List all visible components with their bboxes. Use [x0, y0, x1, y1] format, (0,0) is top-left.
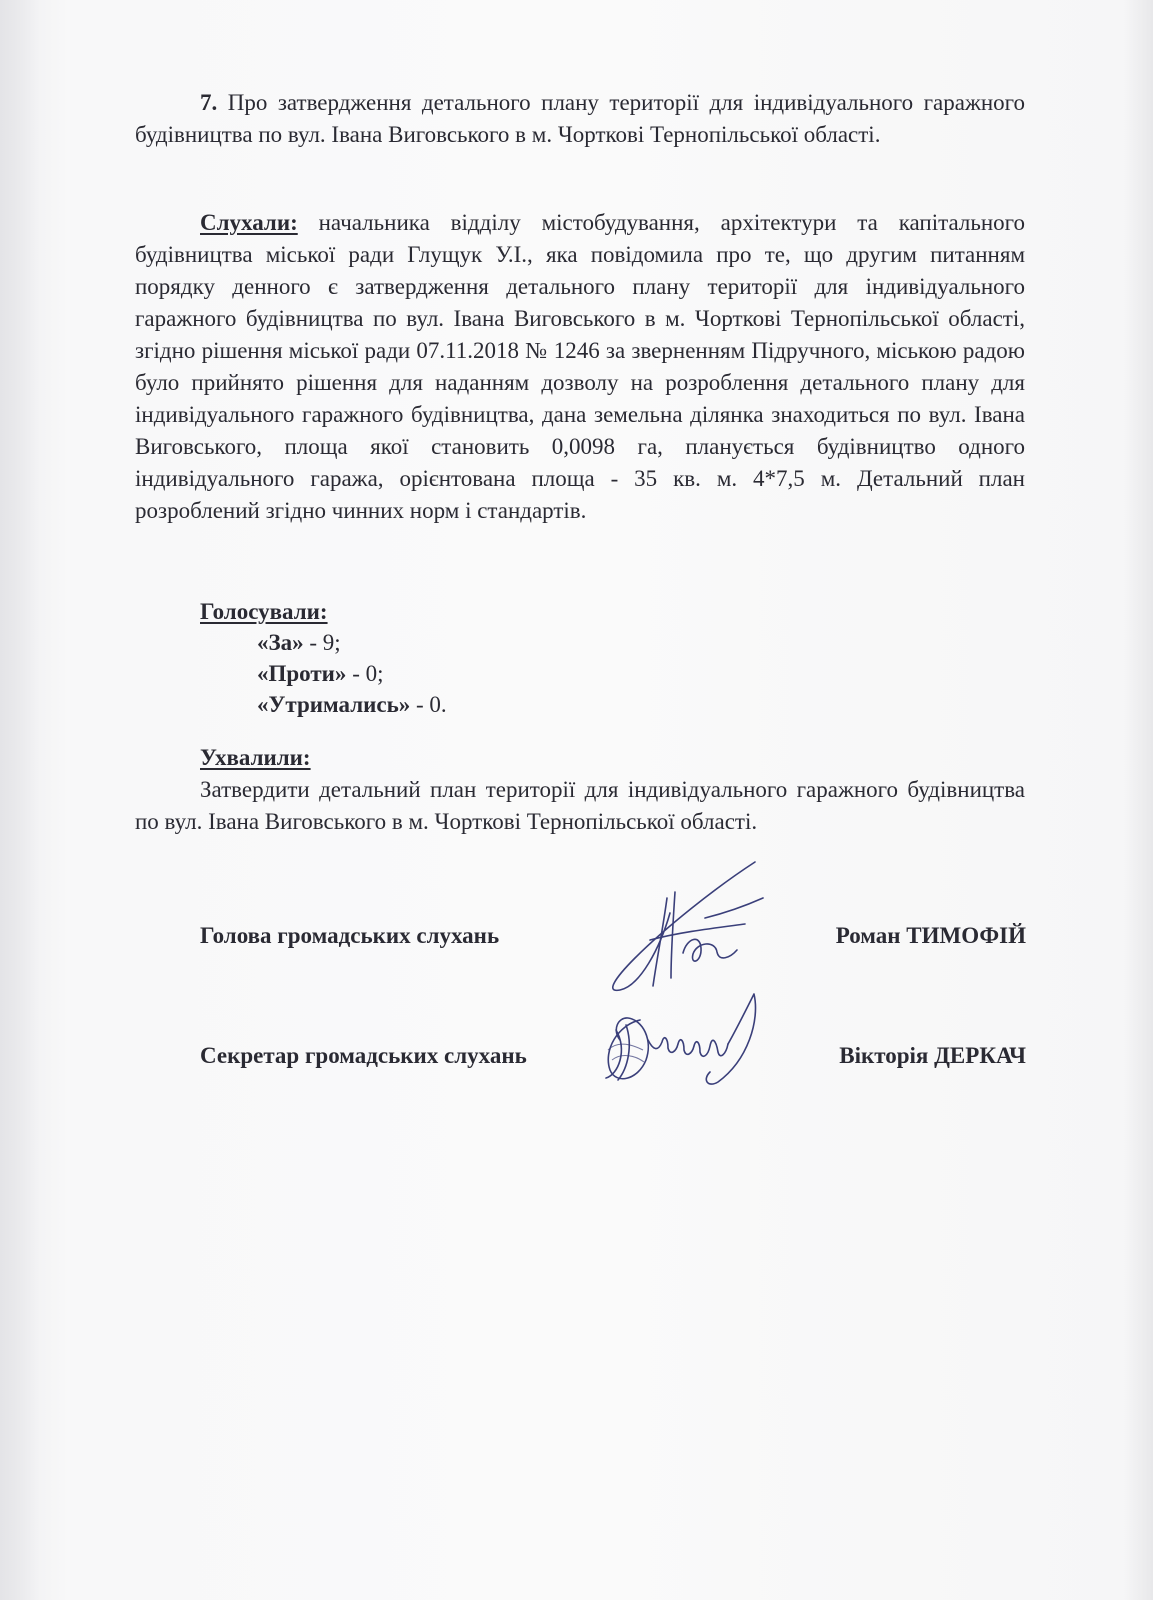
resolved-text: Затвердити детальний план території для індивідуального гаражного будівництва по вул. Івана Виговського в м. Чорткові Тернопільської області.: [135, 777, 1025, 834]
page-shadow-right: [1123, 0, 1153, 1600]
secretary-signature: [598, 990, 768, 1090]
vote-against-value: - 0;: [346, 661, 384, 686]
heard-paragraph: [135, 207, 1025, 527]
secretary-name: Вікторія ДЕРКАЧ: [839, 1043, 1026, 1068]
resolved-section: [135, 742, 1025, 838]
resolved-label-line: [135, 742, 1025, 774]
secretary-role: Секретар громадських слухань: [200, 1043, 527, 1068]
chair-name: Роман ТИМОФІЙ: [835, 923, 1026, 948]
vote-abstain: [200, 689, 447, 720]
chair-role: Голова громадських слухань: [200, 923, 500, 948]
vote-against-name: «Проти»: [257, 661, 347, 686]
voted-label: Голосували:: [200, 599, 328, 624]
heard-label: Слухали:: [200, 210, 298, 235]
agenda-item: [135, 87, 1025, 151]
heard-text: начальника відділу містобудування, архітектури та капітального будівництва міської ради Глущук У.І., яка повідомила про те, що другим питанням порядку денного є затвердження детального плану території для індивідуального гаражного будівництва по вул. Івана Виговського в м. Чорткові Тернопільської області, згідно рішення міської ради 07.11.2018 № 1246 за зверненням Підручного, міською радою було прийнято рішення для наданням дозволу на розроблення детального плану для індивідуального гаражного будівництва, дана земельна ділянка знаходиться по вул. Івана Виговського, площа якої становить 0,0098 га, планується будівництво одного індивідуального гаража, орієнтована площа - 35 кв. м. 4*7,5 м. Детальний план розроблений згідно чинних норм і стандартів.: [135, 210, 1026, 523]
page-shadow-left: [0, 0, 40, 1600]
voted-section: [200, 596, 447, 720]
vote-for: [200, 627, 447, 658]
vote-abstain-name: «Утримались»: [257, 692, 411, 717]
resolved-label: Ухвалили:: [200, 745, 311, 770]
vote-for-value: - 9;: [303, 630, 341, 655]
agenda-item-paragraph: [135, 87, 1025, 151]
heard-section: [135, 207, 1025, 527]
agenda-item-number: 7.: [200, 90, 218, 115]
vote-abstain-value: - 0.: [410, 692, 447, 717]
vote-for-name: «За»: [257, 630, 304, 655]
vote-against: [200, 658, 447, 689]
agenda-item-title: Про затвердження детального плану території для індивідуального гаражного будівництва по вул. Івана Виговського в м. Чорткові Тернопільської області.: [135, 90, 1026, 147]
chair-signature: [605, 858, 775, 998]
